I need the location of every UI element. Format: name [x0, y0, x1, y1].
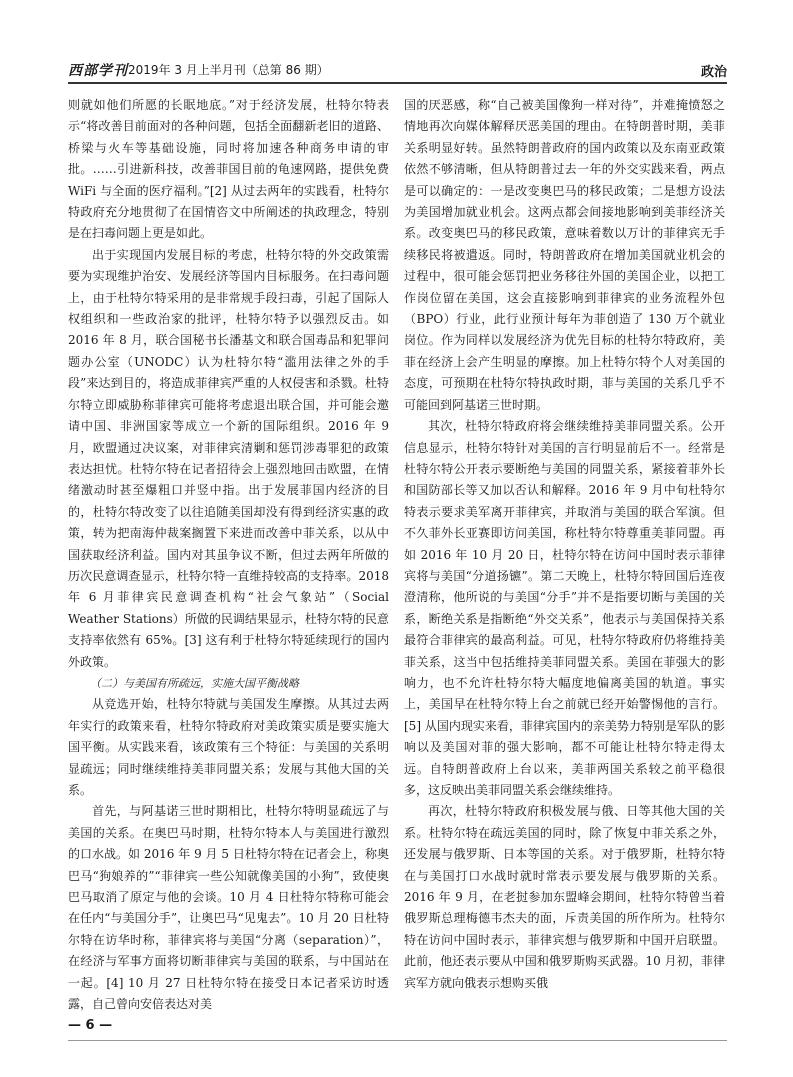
- header-rule: [68, 82, 727, 84]
- paragraph: 国的厌恶感，称“自己被美国像狗一样对待”，并难掩愤怒之情地再次向媒体解释厌恶美国的理由。在特朗普时期，美菲关系明显好转。虽然特朗普政府的国内政策以及东南亚政策依然不够清晰，但从特朗普过去一年的外交实践来看，两点是可以确定的：一是改变奥巴马的移民政策；二是想方设法为美国增加就业机会。这两点都会间接地影响到美菲经济关系。改变奥巴马的移民政策，意味着数以万计的菲律宾无手续移民将被遣返。同时，特朗普政府在增加美国就业机会的过程中，很可能会惩罚把业务移往外国的美国企业，以把工作岗位留在美国，这会直接影响到菲律宾的业务流程外包（BPO）行业，此行业预计每年为菲创造了 130 万个就业岗位。作为同样以发展经济为优先目标的杜特尔特政府，美菲在经济上会产生明显的摩擦。加上杜特尔特个人对美国的态度，可预期在杜特尔特执政时期，菲与美国的关系几乎不可能回到阿基诺三世时期。: [404, 98, 725, 412]
- paragraph: 出于实现国内发展目标的考虑，杜特尔特的外交政策需要为实现维护治安、发展经济等国内目标服务。在扫毒问题上，由于杜特尔特采用的是非常规手段扫毒，引起了国际人权组织和一些政治家的批评，杜特尔特予以强烈反击。如 2016 年 8 月，联合国秘书长潘基文和联合国毒品和犯罪问题办公室（UNODC）认为杜特尔特“滥用法律之外的手段”来达到目的，将造成菲律宾严重的人权侵害和杀戮。杜特尔特立即威胁称菲律宾可能将考虑退出联合国，并可能会邀请中国、非洲国家等成立一个新的国际组织。2016 年 9 月，欧盟通过决议案，对菲律宾清剿和惩罚涉毒罪犯的政策表达担忧。杜特尔特在记者招待会上强烈地回击欧盟，在情绪激动时甚至爆粗口并竖中指。出于发展菲国内经济的目的，杜特尔特改变了以往追随美国却没有得到经济实惠的政策，转为把南海仲裁案搁置下来进而改善中菲关系，以从中国获取经济利益。国内对其虽争议不断，但过去两年所做的历次民意调查显示，杜特尔特一直维持较高的支持率。2018 年 6 月菲律宾民意调查机构“社会气象站”（Social Weather Stations）所做的民调结果显示，杜特尔特的民意支持率依然有 65%。[3] 这有利于杜特尔特延续现行的国内外政策。: [68, 247, 389, 669]
- paragraph: 首先，与阿基诺三世时期相比，杜特尔特明显疏远了与美国的关系。在奥巴马时期，杜特尔特本人与美国进行激烈的口水战。如 2016 年 9 月 5 日杜特尔特在记者会上，称奥巴马“狗娘养的”“菲律宾一些公知就像美国的小狗”，致使奥巴马取消了原定与他的会谈。10 月 4 日杜特尔特称可能会在任内“与美国分手”，让奥巴马“见鬼去”。10 月 20 日杜特尔特在访华时称，菲律宾将与美国“分离（separation）”，在经济与军事方面将切断菲律宾与美国的联系，与中国站在一起。[4] 10 月 27 日杜特尔特在接受日本记者采访时透露，自己曾向安倍表达对美: [68, 804, 389, 1012]
- paragraph: 则就如他们所愿的长眠地底。”对于经济发展，杜特尔特表示“将改善目前面对的各种问题，包括全面翻新老旧的道路、桥梁与火车等基础设施，同时将加速各种商务申请的审批。……引进新科技，改善菲国目前的龟速网路，提供免费 WiFi 与全面的医疗福利。”[2] 从过去两年的实践看，杜特尔特政府充分地贯彻了在国情咨文中所阐述的执政理念，特别是在扫毒问题上更是如此。: [68, 98, 389, 241]
- paragraph: 其次，杜特尔特政府将会继续维持美菲同盟关系。公开信息显示，杜特尔特针对美国的言行明显前后不一。经常是杜特尔特公开表示要断绝与美国的同盟关系，紧接着菲外长和国防部长等又加以否认和解释。2016 年 9 月中旬杜特尔特表示要求美军离开菲律宾，并取消与美国的联合军演。但不久菲外长亚赛即访问美国，称杜特尔特尊重美菲同盟。再如 2016 年 10 月 20 日，杜特尔特在访问中国时表示菲律宾将与美国“分道扬镳”。第二天晚上，杜特尔特回国后连夜澄清称，他所说的与美国“分手”并不是指要切断与美国的关系，断绝关系是指断绝“外交关系”，他表示与美国保持关系最符合菲律宾的最高利益。可见，杜特尔特政府仍将维持美菲关系，这当中包括维持美菲同盟关系。美国在菲强大的影响力，也不允许杜特尔特大幅度地偏离美国的轨道。事实上，美国早在杜特尔特上台之前就已经开始警惕他的言行。[5] 从国内现实来看，菲律宾国内的亲美势力特别是军队的影响以及美国对菲的强大影响，都不可能让杜特尔特走得太远。自特朗普政府上台以来，美菲两国关系较之前平稳很多，这反映出美菲同盟关系会继续维持。: [404, 419, 725, 797]
- journal-masthead: 西部学刊: [68, 63, 128, 79]
- page-number: — 6 —: [68, 1018, 113, 1033]
- footer-rule: [68, 1040, 727, 1041]
- section-subheading: （二）与美国有所疏远，实施大国平衡战略: [90, 676, 299, 690]
- issue-info: 2019年 3 月上半月刊（总第 86 期）: [128, 63, 329, 77]
- paragraph: 从竞选开始，杜特尔特就与美国发生摩擦。从其过去两年实行的政策来看，杜特尔特政府对美政策实质是要实施大国平衡。从实践来看，该政策有三个特征：与美国的关系明显疏远；同时继续维持美菲同盟关系；发展与其他大国的关系。: [68, 697, 389, 797]
- right-column: [404, 95, 725, 994]
- paragraph: 再次，杜特尔特政府积极发展与俄、日等其他大国的关系。杜特尔特在疏远美国的同时，除了恢复中菲关系之外，还发展与俄罗斯、日本等国的关系。对于俄罗斯，杜特尔特在与美国打口水战时就时常表示要发展与俄罗斯的关系。2016 年 9 月，在老挝参加东盟峰会期间，杜特尔特曾当着俄罗斯总理梅德韦杰夫的面，斥责美国的所作所为。杜特尔特在访问中国时表示，菲律宾想与俄罗斯和中国开启联盟。此前，他还表示要从中国和俄罗斯购买武器。10 月初，菲律宾军方就向俄表示想购买俄: [404, 804, 725, 990]
- left-column: [68, 95, 389, 1015]
- section-label: 政治: [700, 65, 727, 80]
- page-header: [68, 58, 727, 84]
